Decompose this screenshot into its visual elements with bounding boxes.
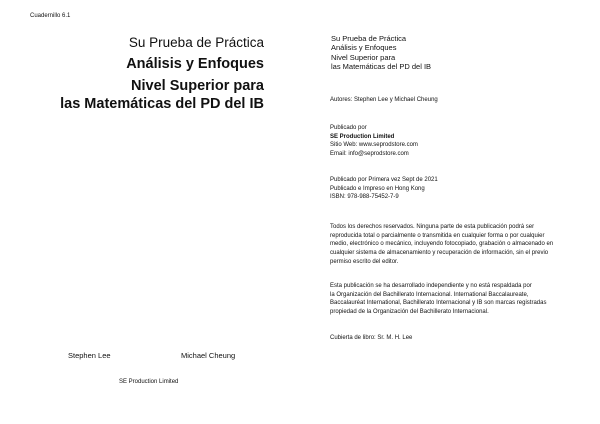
cover-title-line-4: las Matemáticas del PD del IB bbox=[60, 96, 264, 112]
edition-line: Publicado e Impreso en Hong Kong bbox=[330, 185, 425, 192]
authors-line: Autores: Stephen Lee y Michael Cheung bbox=[330, 97, 438, 103]
imprint-title-line: Nivel Superior para bbox=[331, 52, 396, 62]
imprint-title bbox=[331, 34, 431, 72]
rights-line: Todos los derechos reservados. Ninguna parte de esta publicación podrá ser bbox=[330, 224, 535, 230]
disclaimer-line: Esta publicación se ha desarrollado independiente y no está respaldada por bbox=[330, 283, 532, 289]
rights-line: cualquier sistema de almacenamiento y recuperación de información, sin el previo bbox=[330, 250, 549, 257]
published-by-label: Publicado por bbox=[330, 125, 367, 131]
publisher-name: SE Production Limited bbox=[119, 379, 179, 385]
author-name: Stephen Lee bbox=[68, 351, 111, 360]
publisher-name: SE Production Limited bbox=[330, 133, 395, 140]
author-name: Michael Cheung bbox=[181, 351, 236, 360]
publisher-email: Email: info@seprodstore.com bbox=[330, 151, 409, 158]
disclaimer-line: la Organización del Bachillerato Internacional. International Baccalaureate, bbox=[330, 291, 529, 298]
edition-line: Publicado por Primera vez Sept de 2021 bbox=[330, 177, 438, 183]
rights-line: reproducida total o parcialmente o transmitida en cualquier forma o por cualquier bbox=[330, 232, 545, 239]
isbn-line: ISBN: 978-988-75452-7-9 bbox=[330, 194, 399, 201]
publisher-website: Sitio Web: www.seprodstore.com bbox=[330, 142, 418, 149]
edition-block bbox=[330, 176, 592, 202]
cover-title-line-1: Su Prueba de Práctica bbox=[128, 35, 264, 50]
cover-credit: Cubierta de libro: Sr. M. H. Lee bbox=[330, 335, 413, 341]
rights-block bbox=[330, 223, 592, 266]
disclaimer-line: propiedad de la Organización del Bachillerato Internacional. bbox=[330, 309, 489, 316]
imprint-title-line: Su Prueba de Práctica bbox=[331, 34, 407, 43]
booklet-label: Cuadernillo 6.1 bbox=[30, 13, 71, 19]
rights-line: medio, electrónico o mecánico, incluyendo fotocopiado, grabación o almacenado en bbox=[330, 241, 554, 248]
imprint-title-line: Análisis y Enfoques bbox=[331, 43, 397, 53]
rights-line: permiso escrito del editor. bbox=[330, 258, 399, 265]
cover-title-line-2: Análisis y Enfoques bbox=[126, 56, 264, 72]
imprint-title-line: las Matemáticas del PD del IB bbox=[331, 62, 432, 72]
disclaimer-line: Baccalauréat International, Bachillerato Internacional y IB son marcas registradas bbox=[330, 300, 547, 307]
publisher-block bbox=[330, 124, 592, 159]
cover-title-line-3: Nivel Superior para bbox=[131, 78, 264, 94]
disclaimer-block bbox=[330, 282, 592, 317]
